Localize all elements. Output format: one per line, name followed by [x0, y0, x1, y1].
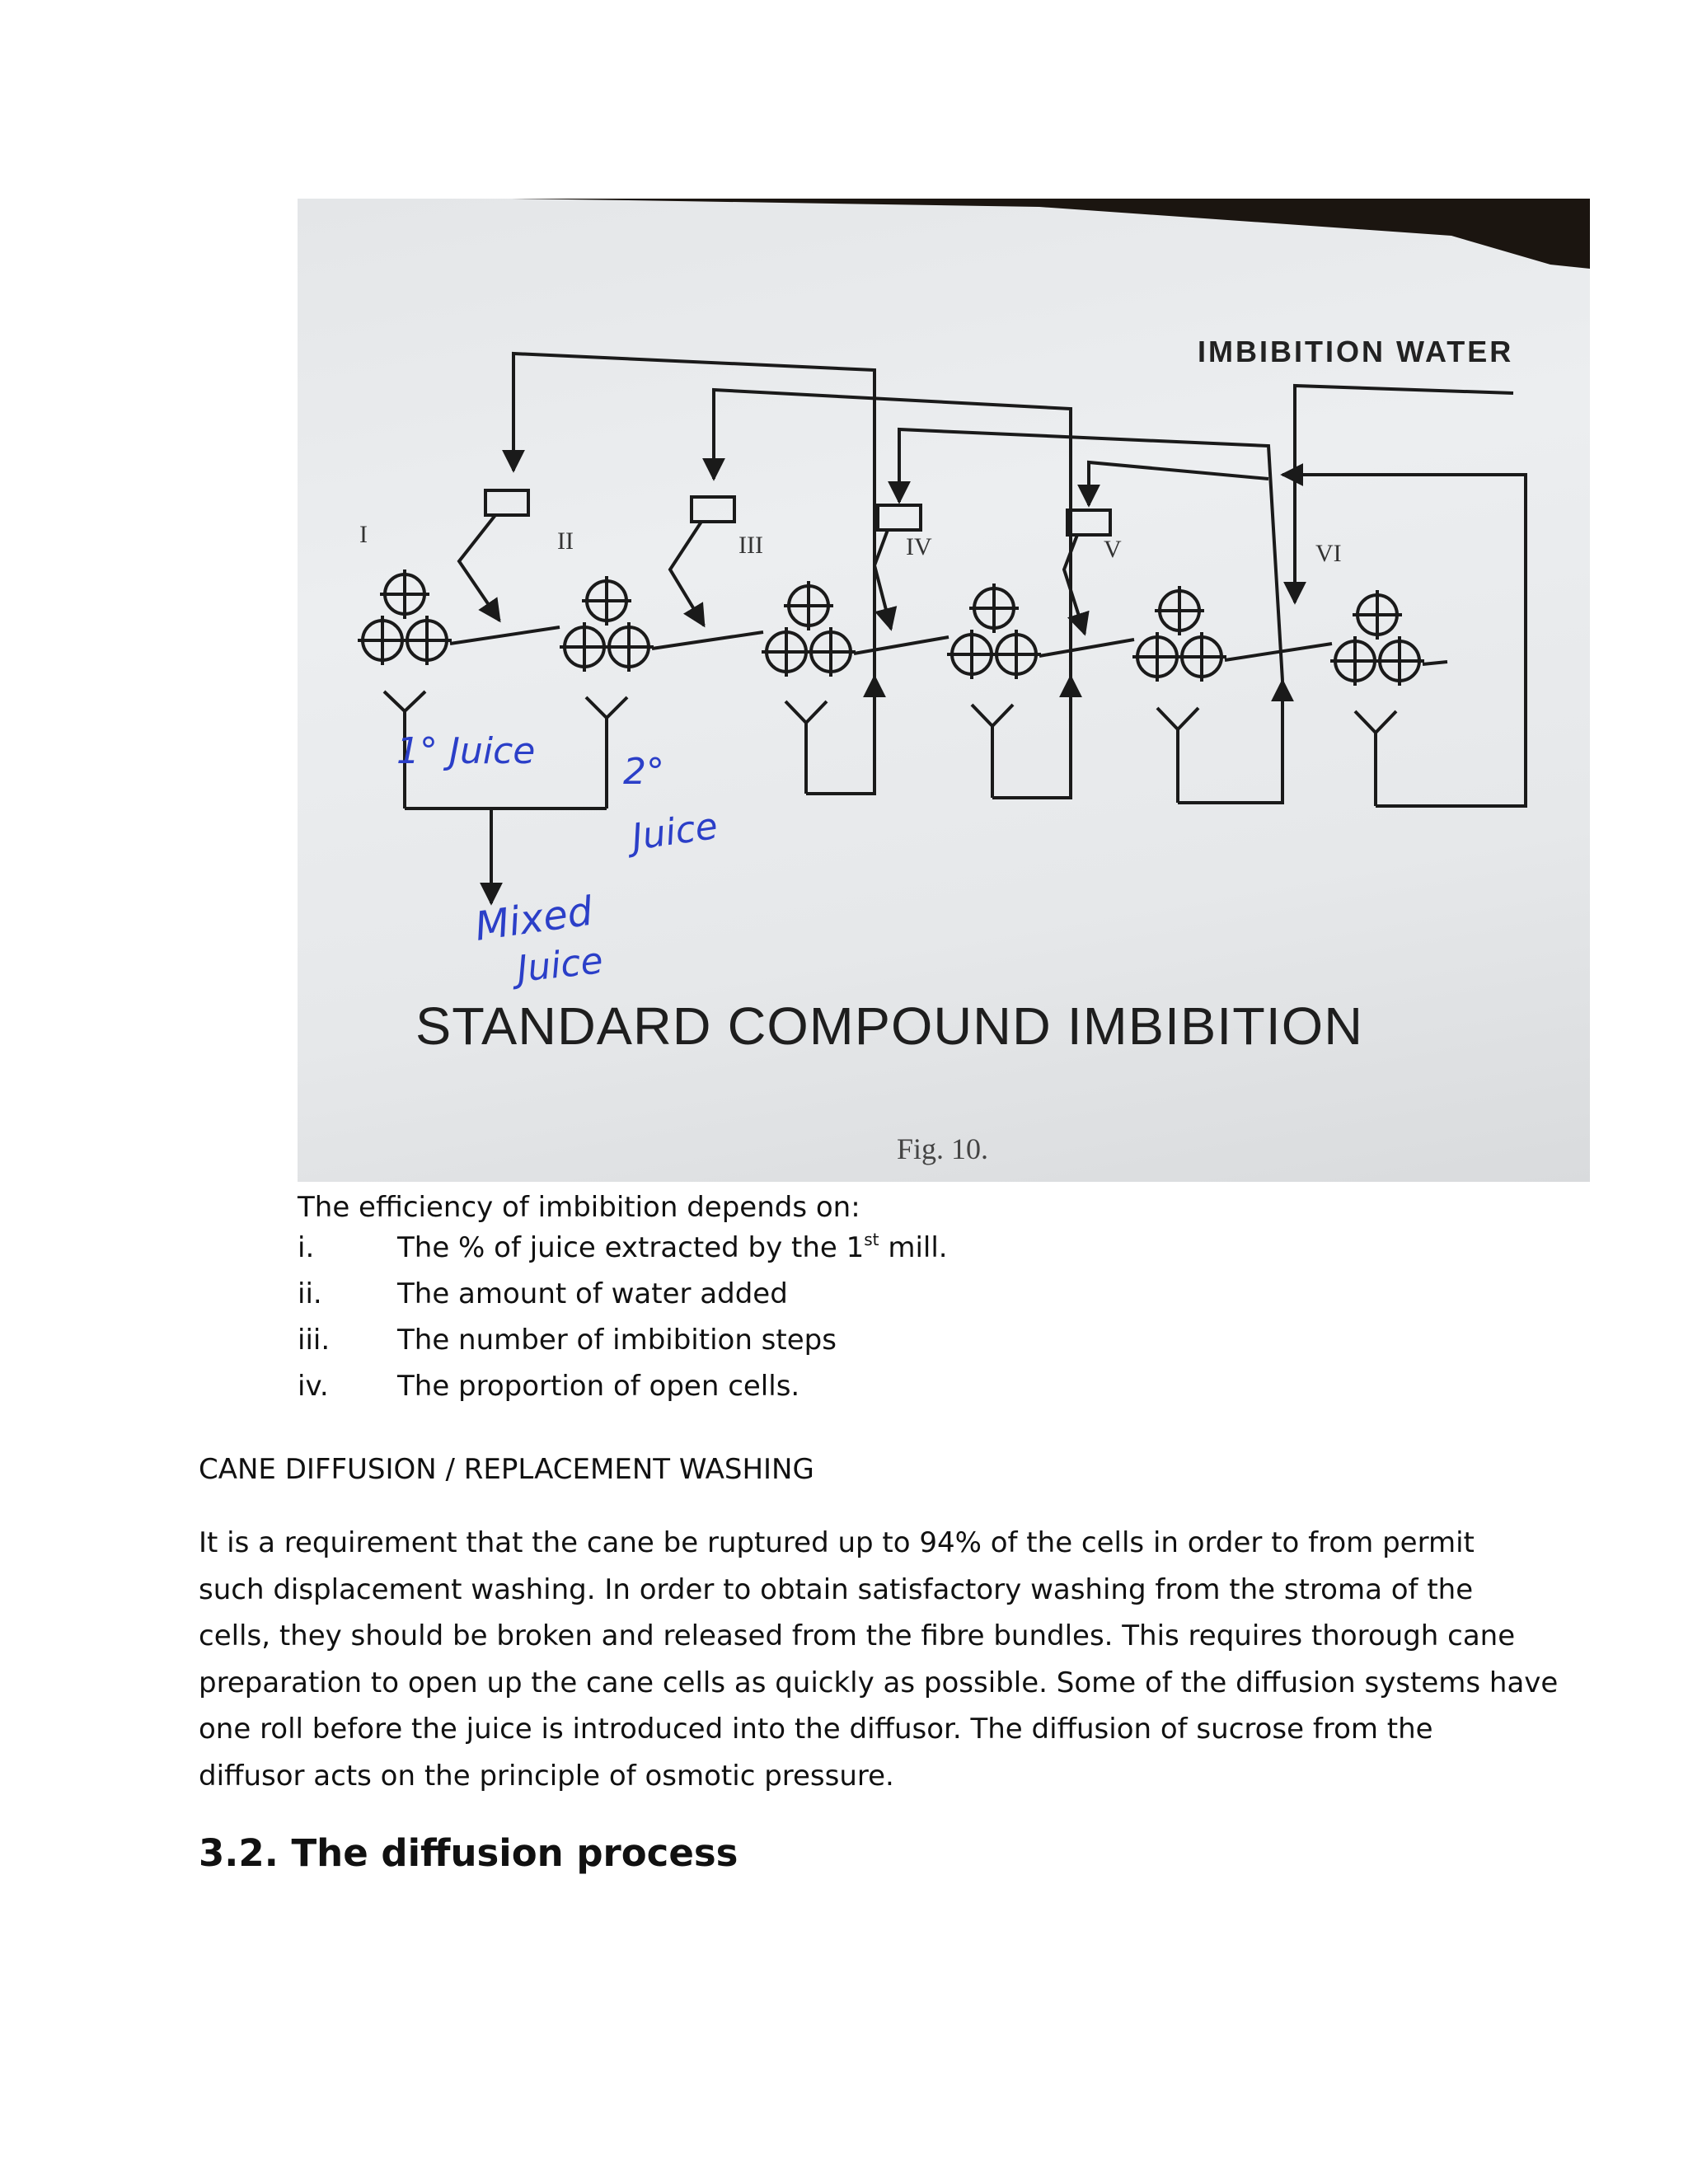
paragraph-line: It is a requirement that the cane be ruptured up to 94% of the cells in order to from permit: [199, 1526, 1475, 1559]
mill-3: [762, 581, 856, 677]
mill-label-5: V: [1104, 536, 1122, 563]
photo-dark-edge: [512, 199, 1590, 269]
factor-superscript: st: [864, 1230, 879, 1249]
paragraph-line: diffusor acts on the principle of osmotic pressure.: [199, 1759, 894, 1793]
section-heading: 3.2. The diffusion process: [199, 1831, 738, 1875]
factor-text: The proportion of open cells.: [397, 1370, 800, 1403]
section-title: CANE DIFFUSION / REPLACEMENT WASHING: [199, 1453, 814, 1486]
imbibition-diagram: [298, 199, 1590, 1182]
mill-label-1: I: [359, 521, 368, 548]
mill-label-4: IV: [906, 533, 932, 560]
factor-num: iv.: [298, 1370, 329, 1403]
mill-4: [947, 583, 1041, 679]
factor-text: The number of imbibition steps: [397, 1324, 837, 1357]
mill-label-2: II: [557, 527, 574, 555]
handwritten-primary-juice: 1° Juice: [396, 730, 536, 772]
factor-num: ii.: [298, 1277, 322, 1310]
handwritten-mixed-a: Mixed: [471, 888, 596, 950]
handwritten-secondary-a: 2°: [623, 751, 664, 793]
imbibition-water-label: IMBIBITION WATER: [1198, 335, 1514, 368]
mill-label-3: III: [738, 532, 763, 559]
mill-5: [1132, 586, 1226, 682]
body-paragraph: [199, 1520, 1559, 1799]
mill-label-6: VI: [1315, 540, 1342, 567]
factor-num: iii.: [298, 1324, 331, 1357]
handwritten-secondary-b: Juice: [629, 804, 720, 859]
paragraph-line: preparation to open up the cane cells as quickly as possible. Some of the diffusion systems have: [199, 1666, 1559, 1699]
intro-text: The efficiency of imbibition depends on:: [298, 1191, 860, 1224]
paragraph-line: one roll before the juice is introduced into the diffusor. The diffusion of sucrose from the: [199, 1713, 1433, 1746]
factor-num: i.: [298, 1231, 315, 1264]
factor-text: The amount of water added: [397, 1277, 788, 1310]
diagram-title: STANDARD COMPOUND IMBIBITION: [415, 996, 1363, 1056]
factor-text-tail: mill.: [879, 1231, 948, 1264]
paragraph-line: cells, they should be broken and released from the fibre bundles. This requires thorough cane: [199, 1619, 1516, 1652]
mill-1: [358, 569, 452, 665]
imbibition-water-line: [1295, 386, 1513, 602]
handwritten-mixed-b: Juice: [514, 940, 605, 991]
factor-text-main: The % of juice extracted by the 1: [397, 1231, 865, 1264]
figure-caption: Fig. 10.: [897, 1132, 989, 1165]
juice-trays: [384, 691, 1396, 808]
figure-photo: [298, 199, 1590, 1182]
factor-text: [397, 1231, 948, 1264]
mill-6: [1330, 590, 1424, 686]
paragraph-line: such displacement washing. In order to obtain satisfactory washing from the stroma of the: [199, 1572, 1474, 1606]
mill-2: [560, 576, 654, 672]
